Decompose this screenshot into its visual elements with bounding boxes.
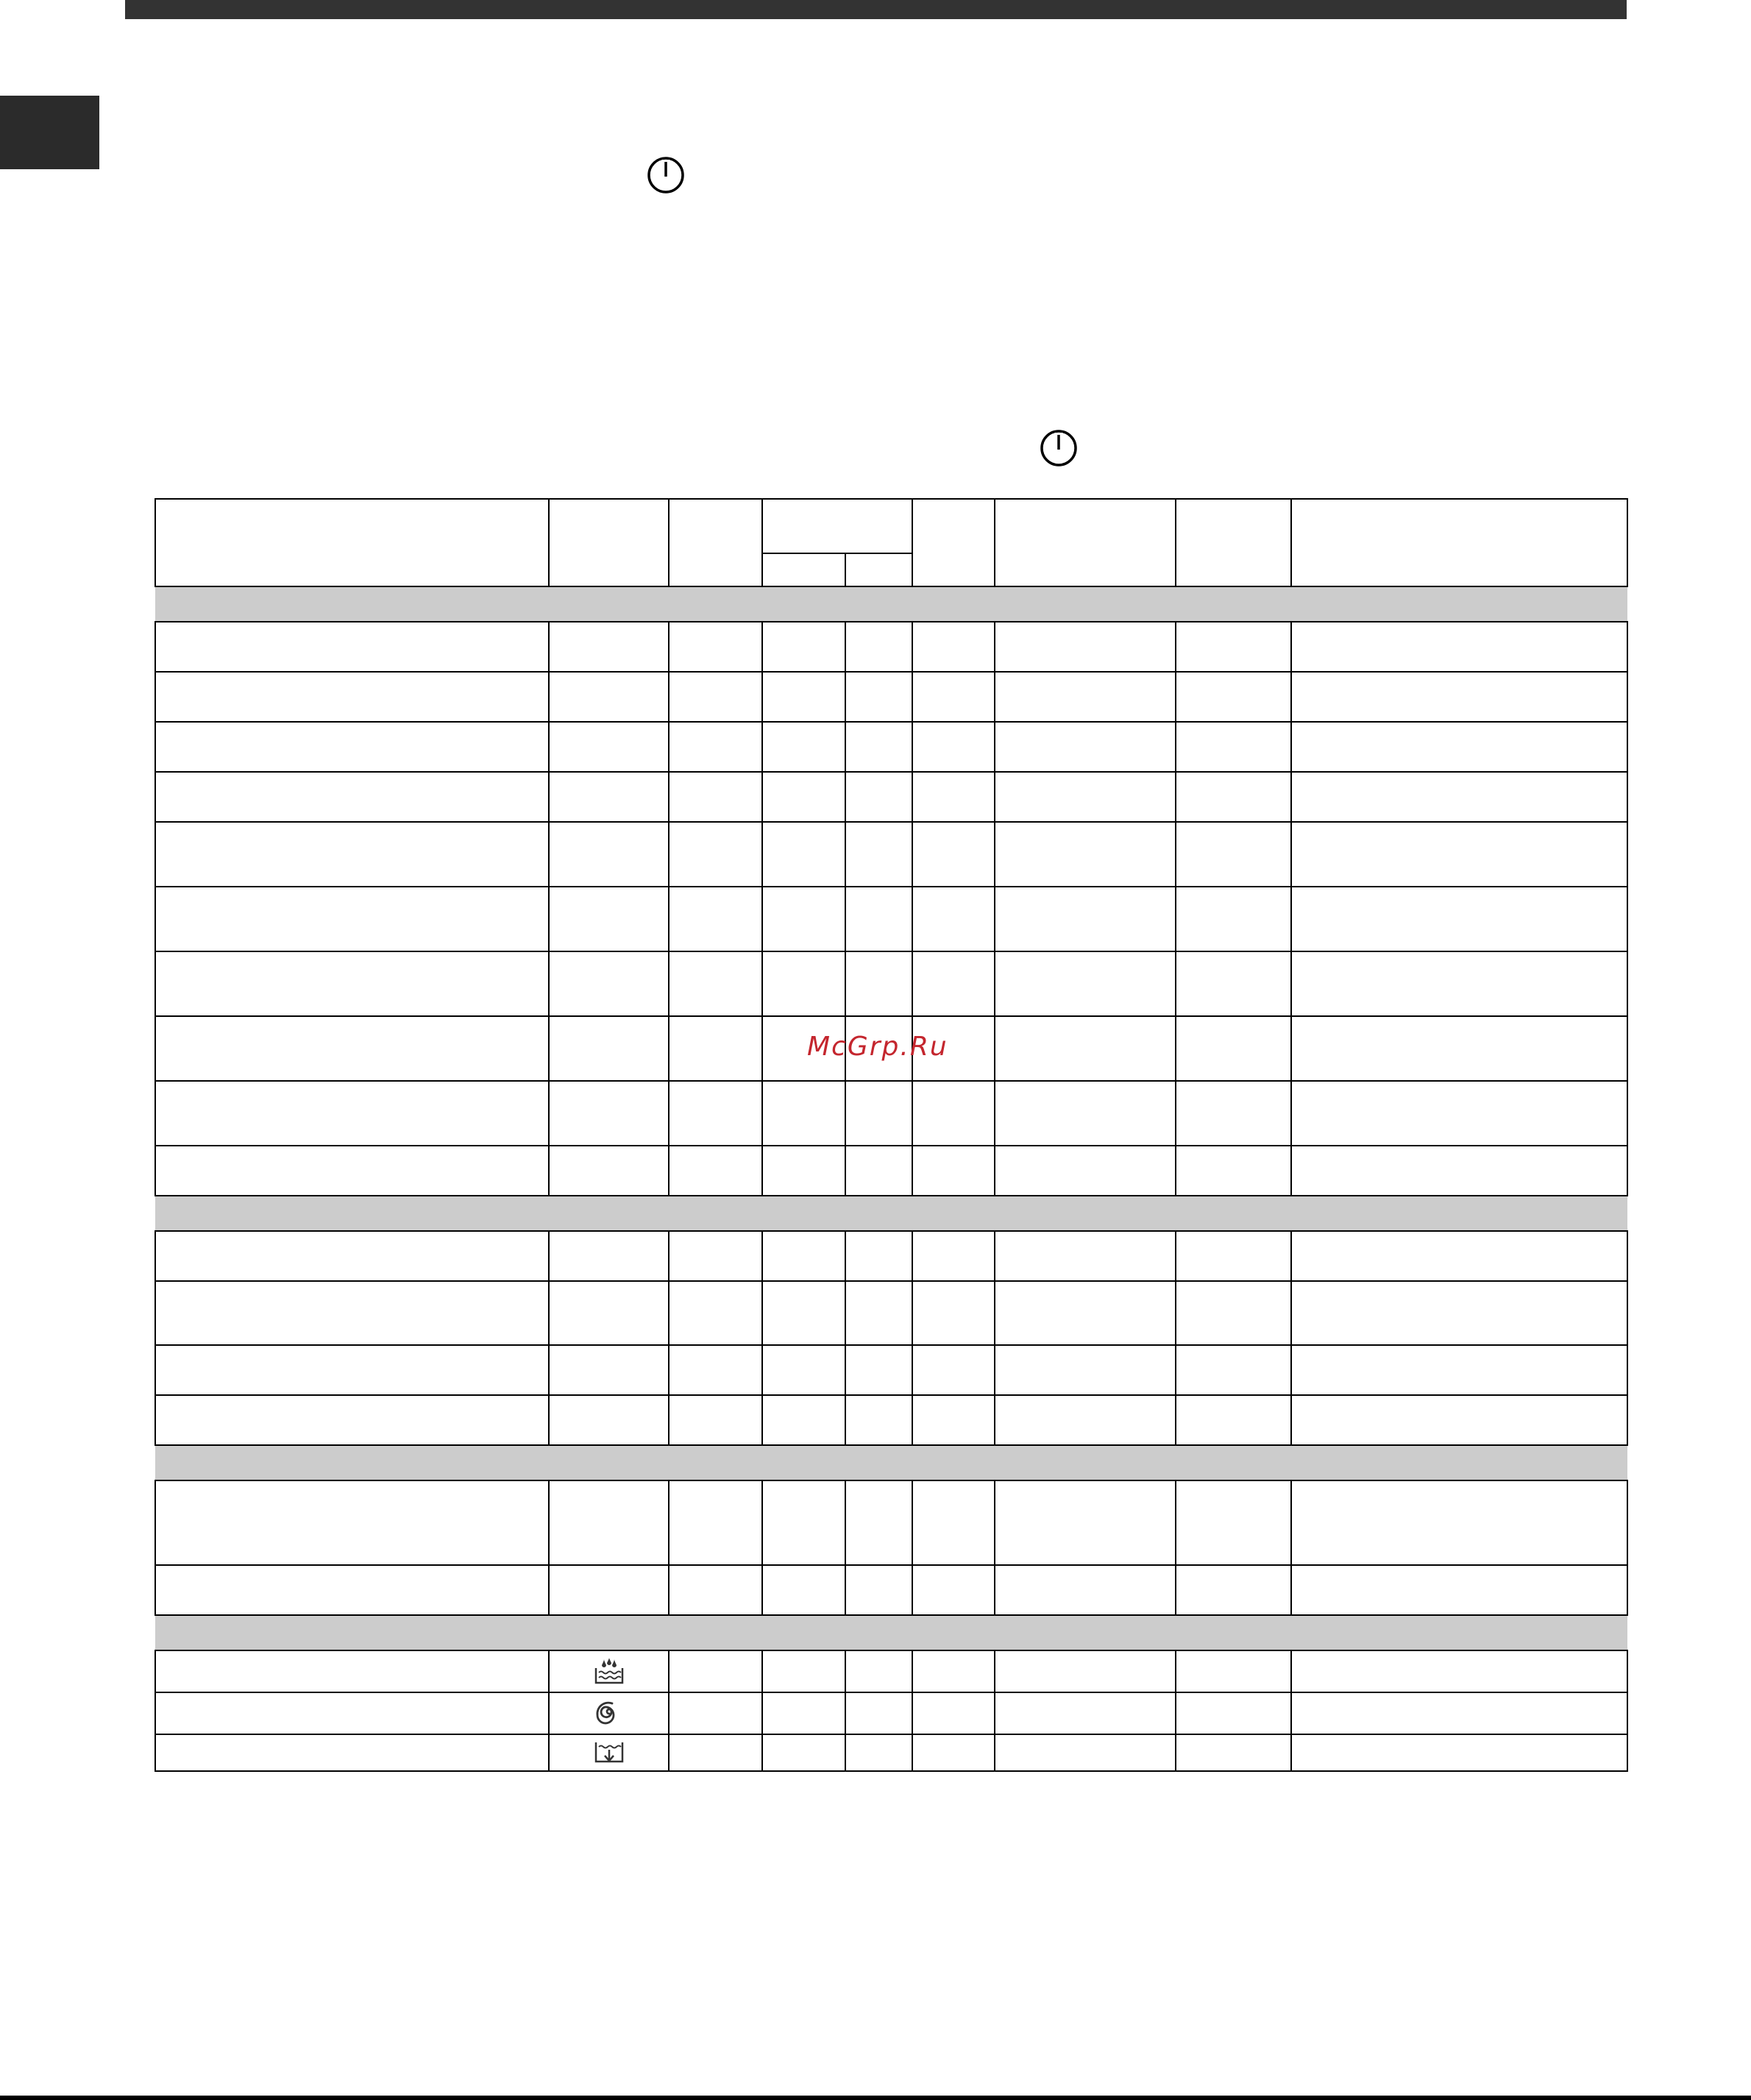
section-header	[155, 586, 1627, 622]
table-row	[155, 1231, 1627, 1281]
language-tab-marker	[0, 96, 99, 169]
table-row	[155, 1650, 1627, 1692]
header-subcell	[845, 553, 912, 586]
table-row	[155, 951, 1627, 1016]
spin-icon	[549, 1692, 669, 1734]
table-row	[155, 822, 1627, 887]
table-row	[155, 1081, 1627, 1146]
power-icon	[1039, 428, 1079, 468]
table-row	[155, 1345, 1627, 1395]
table-row	[155, 1565, 1627, 1615]
watermark: McGrp.Ru	[807, 1032, 948, 1062]
section-header	[155, 1615, 1627, 1650]
table-row	[155, 1281, 1627, 1345]
power-icon	[646, 155, 686, 195]
header-cell	[1176, 499, 1291, 586]
header-cell	[155, 499, 549, 586]
table-row	[155, 1480, 1627, 1565]
rinse-icon	[549, 1650, 669, 1692]
header-subcell	[762, 553, 845, 586]
section-header	[155, 1445, 1627, 1480]
table-row	[155, 1146, 1627, 1196]
header-cell	[1291, 499, 1627, 586]
table-row	[155, 887, 1627, 951]
programme-table	[154, 498, 1628, 1772]
footer-rule	[0, 2096, 1751, 2100]
drain-icon	[549, 1734, 669, 1771]
table-row	[155, 1692, 1627, 1734]
header-bar	[125, 0, 1627, 19]
header-cell	[549, 499, 669, 586]
header-cell	[995, 499, 1176, 586]
section-header	[155, 1196, 1627, 1231]
header-cell	[669, 499, 762, 586]
table-row	[155, 622, 1627, 672]
table-row	[155, 722, 1627, 772]
table-row	[155, 1395, 1627, 1445]
table-row	[155, 1734, 1627, 1771]
table-row	[155, 772, 1627, 822]
header-row	[155, 499, 1627, 553]
header-cell	[912, 499, 995, 586]
header-cell	[762, 499, 912, 553]
table-row	[155, 672, 1627, 722]
